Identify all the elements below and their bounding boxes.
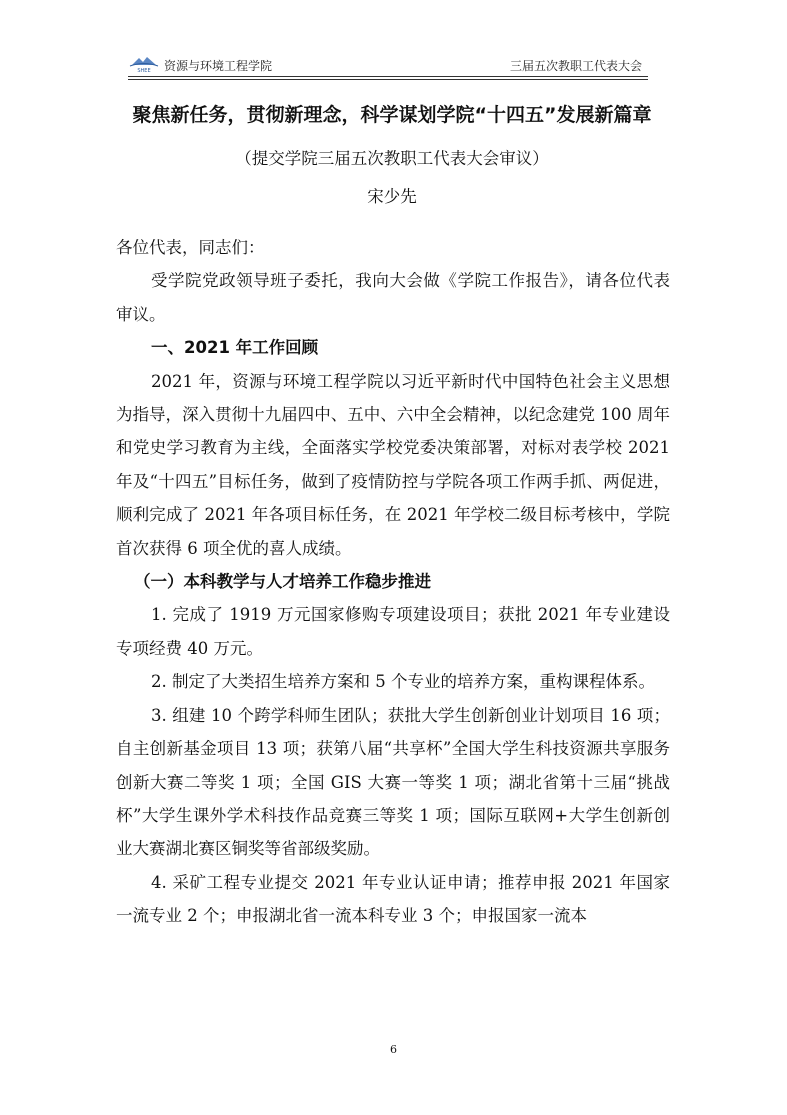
page-number: 6 [390,1043,397,1056]
page-header [128,54,648,76]
report-title: 聚焦新任务，贯彻新理念，科学谋划学院“十四五”发展新篇章 [132,104,652,126]
salutation: 各位代表，同志们： [116,238,265,257]
header-rule-top [128,76,648,77]
section-heading: 一、2021 年工作回顾 [151,338,319,358]
list-item: 3. 组建 10 个跨学科师生团队；获批大学生创新创业计划项目 16 项；自主创新基金项目 13 项；获第八届“共享杯”全国大学生科技资源共享服务创新大赛二等奖 1 项；全国 GIS 大赛一等奖 1 项；湖北省第十三届“挑战杯”大学生课外学术科技作品竞赛三等奖 1 项；国际互联网+大学生创新创业大赛湖北赛区铜奖等省部级奖励。 [116,705,670,859]
list-item: 4. 采矿工程专业提交 2021 年专业认证申请；推荐申报 2021 年国家一流专业 2 个；申报湖北省一流本科专业 3 个；申报国家一流本 [116,872,670,926]
logo-text: SHEE [137,68,151,74]
report-body [116,231,670,933]
header-rule-bottom [128,79,648,80]
subsection-heading: （一）本科教学与人才培养工作稳步推进 [134,572,431,592]
report-subtitle: （提交学院三届五次教职工代表大会审议） [235,149,549,168]
header-left-text: 资源与环境工程学院 [164,59,273,73]
header-right-text: 三届五次教职工代表大会 [509,59,642,73]
report-author: 宋少先 [367,187,417,206]
intro-paragraph: 受学院党政领导班子委托，我向大会做《学院工作报告》，请各位代表审议。 [116,271,670,324]
list-item: 1. 完成了 1919 万元国家修购专项建设项目；获批 2021 年专业建设专项经费 40 万元。 [116,605,670,658]
list-item: 2. 制定了大类招生培养方案和 5 个专业的培养方案，重构课程体系。 [151,672,655,692]
school-logo-icon [128,54,160,74]
review-paragraph: 2021 年，资源与环境工程学院以习近平新时代中国特色社会主义思想为指导，深入贯彻十九届四中、五中、六中全会精神，以纪念建党 100 周年和党史学习教育为主线，全面落实学校党委决策部署，对标对表学校 2021 年及“十四五”目标任务，做到了疫情防控与学院各项工作两手抓、两促进，顺利完成了 2021 年各项目标任务，在 2021 年学校二级目标考核中，学院首次获得 6 项全优的喜人成绩。 [116,371,670,558]
